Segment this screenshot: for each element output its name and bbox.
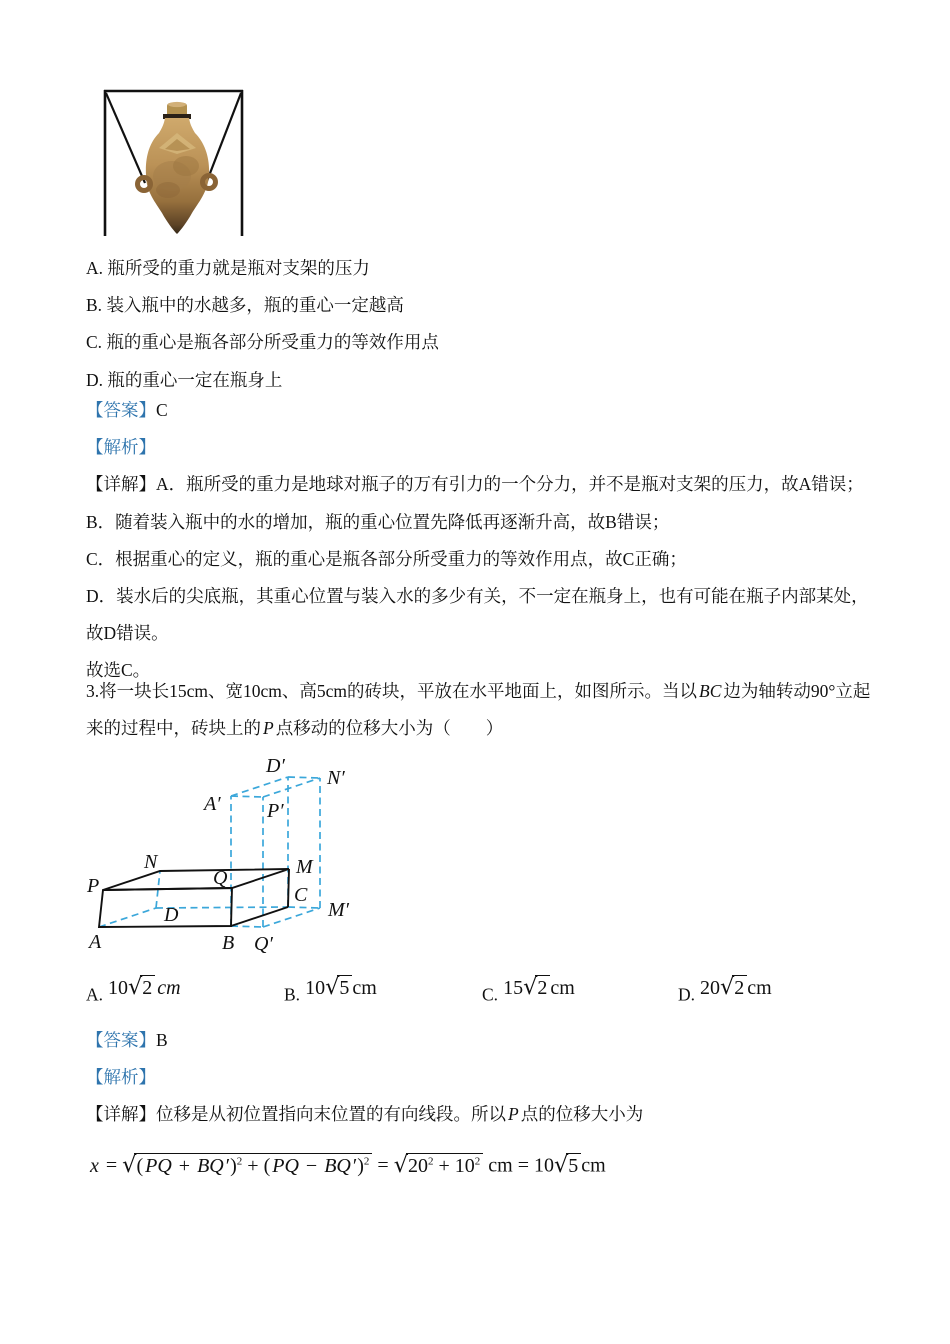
label-C: C (294, 884, 308, 906)
label-N: N (144, 851, 158, 873)
q2-detail-line-2: B．随着装入瓶中的水的增加，瓶的重心位置先降低再逐渐升高，故B错误； (86, 511, 670, 532)
q3-stem (86, 673, 878, 747)
q2-answer-line (86, 392, 878, 429)
q3-option-b (284, 974, 377, 1008)
q2-option-b (86, 287, 878, 324)
q2-option-d-label: D. (86, 369, 104, 390)
brick-rotation-diagram (85, 755, 365, 960)
analysis-tag: 【解析】 (86, 1067, 156, 1088)
q3-option-a-formula: 10√2 cm (108, 974, 181, 1000)
q2-detail-line-1: 【详解】A．瓶所受的重力是地球对瓶子的万有引力的一个分力，并不是瓶对支架的压力，故A错误； (86, 474, 864, 495)
label-A: A (89, 931, 102, 953)
amphora-bottle (138, 118, 216, 234)
q3-answer-value: B (156, 1030, 168, 1050)
q2-option-c-label: C. (86, 332, 103, 353)
analysis-tag: 【解析】 (86, 437, 156, 458)
answer-tag: 【答案】 (86, 1030, 156, 1050)
bottle-handle-left (138, 178, 151, 191)
q3-option-d-label: D. (678, 984, 696, 1005)
label-D-prime: D′ (266, 755, 285, 777)
label-M-prime: M′ (328, 899, 350, 921)
label-B: B (222, 932, 235, 954)
bottle-cap (163, 102, 191, 119)
label-M: M (296, 856, 313, 878)
q3-option-b-label: B. (284, 984, 301, 1005)
q3-answer-line (86, 1022, 878, 1059)
q2-analysis-line (86, 429, 878, 466)
q2-answer-value: C (156, 400, 168, 420)
q2-option-a-text: 瓶所受的重力就是瓶对支架的压力 (107, 258, 370, 278)
q2-solution (86, 392, 878, 690)
q3-option-b-formula: 10√5 cm (305, 974, 377, 1000)
q2-option-b-text: 装入瓶中的水越多，瓶的重心一定越高 (106, 295, 404, 316)
q2-options (86, 250, 878, 399)
q2-option-a (86, 250, 878, 287)
q3-solution-text (86, 1022, 878, 1134)
q2-option-d-text: 瓶的重心一定在瓶身上 (107, 369, 283, 390)
q3-option-a (86, 974, 183, 1008)
label-Q-prime: Q′ (254, 933, 273, 955)
q3-stem-text: 3.将一块长15cm、宽10cm、高5cm的砖块，平放在水平地面上，如图所示。当以 BC 边为轴转动90°立起来的过程中，砖块上的 P 点移动的位移大小为（ ） (86, 681, 871, 739)
label-Q: Q (213, 867, 228, 889)
q3-detail-line: 【详解】位移是从初位置指向末位置的有向线段。所以 P 点的位移大小为 (86, 1104, 644, 1125)
q3-displacement-formula: x = √( PQ + BQ ′)$^2$ + ( PQ − BQ $')^2 = √20^2 + 10^2$ cm = 10√5 cm (90, 1152, 606, 1178)
q3-option-c-label: C. (482, 984, 499, 1005)
q2-option-b-label: B. (86, 295, 103, 316)
amphora-figure (100, 85, 250, 240)
q3-option-d-formula: 20√2 cm (700, 974, 772, 1000)
q2-conclusion: 故选C。 (86, 660, 151, 681)
q3-option-a-label: A. (86, 984, 104, 1005)
label-P: P (87, 875, 100, 897)
label-P-prime: P′ (267, 800, 284, 822)
bottle-handle-right (203, 176, 216, 189)
answer-tag: 【答案】 (86, 400, 156, 420)
q2-option-c (86, 324, 878, 361)
q2-detail-line-3: C．根据重心的定义，瓶的重心是瓶各部分所受重力的等效作用点，故C正确； (86, 548, 687, 569)
q3-option-c (482, 974, 575, 1008)
label-A-prime: A′ (204, 793, 221, 815)
q3-option-c-formula: 15√2 cm (503, 974, 575, 1000)
q2-option-a-label: A. (86, 258, 104, 278)
q2-option-c-text: 瓶的重心是瓶各部分所受重力的等效作用点 (106, 332, 439, 353)
q2-detail-line-4: D．装水后的尖底瓶，其重心位置与装入水的多少有关，不一定在瓶身上，也有可能在瓶子内部某处，故D错误。 (86, 586, 869, 644)
q3-option-d (678, 974, 772, 1008)
q3-analysis-line (86, 1059, 878, 1096)
label-N-prime: N′ (327, 767, 345, 789)
label-D: D (164, 904, 179, 926)
